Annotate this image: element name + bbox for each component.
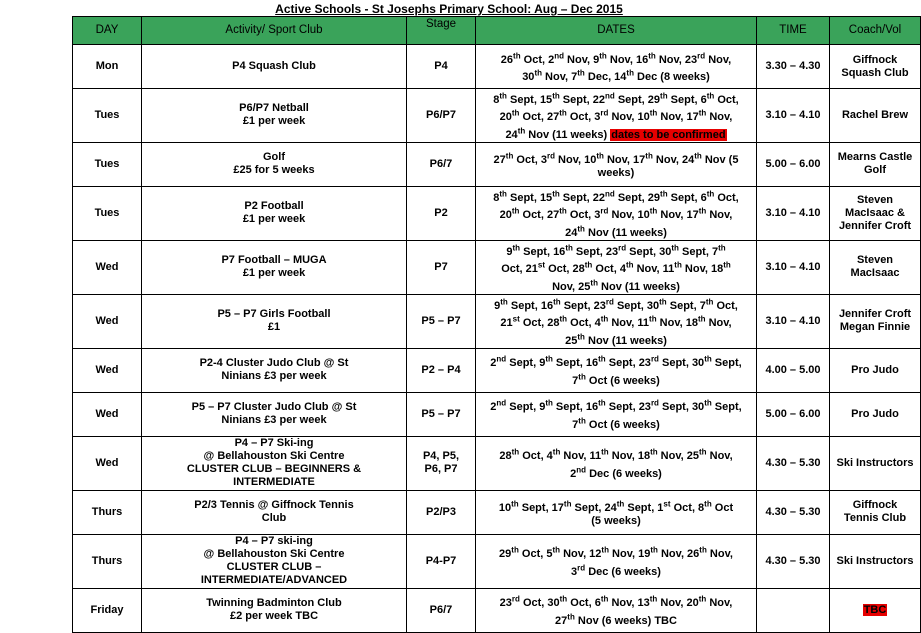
cell-stage: [407, 240, 476, 294]
cell-coach-line: Jennifer Croft: [838, 219, 912, 232]
cell-day-line: Tues: [94, 108, 120, 121]
cell-dates-line: 30th Nov, 7th Dec, 14th Dec (8 weeks): [522, 68, 710, 84]
cell-dates-line: 7th Oct (6 weeks): [572, 372, 660, 388]
header-time: TIME: [757, 17, 830, 45]
cell-time: [757, 534, 830, 588]
cell-dates: [476, 348, 757, 392]
cell-coach: [830, 89, 921, 143]
cell-activity-line: INTERMEDIATE/ADVANCED: [200, 574, 348, 587]
cell-activity: [142, 186, 407, 240]
table-row: [73, 490, 921, 534]
cell-stage-line: P2: [434, 206, 448, 219]
cell-activity: [142, 89, 407, 143]
cell-dates-line: Nov, 25th Nov (11 weeks): [552, 278, 680, 293]
table-row: [73, 392, 921, 436]
cell-coach: [830, 45, 921, 89]
cell-activity: [142, 392, 407, 436]
cell-day-line: Thurs: [91, 554, 123, 567]
cell-stage-line: P4: [434, 60, 448, 72]
cell-coach: [830, 588, 921, 632]
cell-activity-line: Ninians £3 per week: [221, 370, 327, 383]
cell-time: [757, 436, 830, 490]
cell-activity-line: P2-4 Cluster Judo Club @ St: [199, 357, 349, 370]
cell-activity-line: P4 – P7 ski-ing: [235, 535, 313, 548]
table-body: [73, 45, 921, 633]
cell-dates: [476, 436, 757, 490]
cell-activity-line: £1 per week: [242, 213, 306, 226]
cell-time-line: 3.10 – 4.10: [765, 206, 821, 219]
cell-coach-line: Golf: [864, 164, 886, 177]
cell-stage: [407, 142, 476, 186]
cell-coach: [830, 436, 921, 490]
cell-coach-line: Steven: [856, 254, 894, 267]
cell-coach: [830, 294, 921, 348]
cell-time-line: 4.30 – 5.30: [765, 456, 821, 469]
cell-stage-line: P4, P5,: [422, 450, 460, 463]
cell-dates-line: 8th Sept, 15th Sept, 22nd Sept, 29th Sept, 6th Oct,: [493, 188, 739, 204]
cell-dates-line: 25th Nov (11 weeks): [565, 332, 667, 347]
cell-dates-line: 2nd Dec (6 weeks): [570, 465, 662, 481]
cell-activity-line: P2/3 Tennis @ Giffnock Tennis: [194, 499, 354, 512]
cell-day-line: Wed: [95, 407, 119, 420]
cell-activity-line: P5 – P7 Cluster Judo Club @ St: [191, 401, 357, 414]
cell-activity-line: Golf: [263, 151, 285, 164]
cell-dates-line: 24th Nov (11 weeks): [505, 126, 608, 141]
cell-day: [73, 45, 142, 89]
cell-dates-line: 21st Oct, 28th Oct, 4th Nov, 11th Nov, 18th Nov,: [500, 314, 732, 330]
cell-coach-line: Ski Instructors: [836, 554, 914, 567]
cell-stage-line: P6, P7: [424, 463, 458, 476]
cell-time-line: 3.10 – 4.10: [765, 260, 821, 273]
cell-activity: [142, 534, 407, 588]
table-row: [73, 89, 921, 143]
cell-day-line: Wed: [95, 363, 119, 376]
cell-activity-line: P7 Football – MUGA: [221, 254, 327, 267]
cell-coach-line: Giffnock: [852, 499, 898, 512]
header-activity: Activity/ Sport Club: [142, 17, 407, 45]
cell-coach: [830, 490, 921, 534]
cell-dates-line: 2nd Sept, 9th Sept, 16th Sept, 23rd Sept, 30th Sept,: [490, 354, 742, 370]
cell-stage: [407, 89, 476, 143]
cell-dates-line: 24th Nov (11 weeks): [565, 224, 667, 239]
cell-stage: [407, 534, 476, 588]
cell-activity: [142, 588, 407, 632]
cell-stage-line: P2 – P4: [421, 363, 461, 376]
cell-day-line: Wed: [95, 314, 119, 327]
cell-activity-line: @ Bellahouston Ski Centre: [203, 548, 345, 561]
cell-dates-line: 20th Oct, 27th Oct, 3rd Nov, 10th Nov, 17th Nov,: [499, 108, 733, 124]
cell-activity: [142, 240, 407, 294]
cell-day: [73, 348, 142, 392]
cell-stage-line: P7: [434, 260, 448, 273]
cell-activity-line: @ Bellahouston Ski Centre: [203, 450, 345, 463]
cell-stage: [407, 186, 476, 240]
cell-day-line: Friday: [90, 603, 124, 616]
cell-activity-line: £1: [267, 321, 281, 334]
cell-dates-line: 23rd Oct, 30th Oct, 6th Nov, 13th Nov, 20th Nov,: [499, 594, 733, 610]
table-row: [73, 142, 921, 186]
cell-dates: [476, 186, 757, 240]
cell-activity-line: P2 Football: [244, 200, 304, 213]
cell-time-line: 3.30 – 4.30: [765, 60, 821, 72]
cell-day: [73, 240, 142, 294]
cell-coach-line: Megan Finnie: [839, 321, 911, 334]
cell-time-line: 3.10 – 4.10: [765, 314, 821, 327]
cell-coach-line: Mearns Castle: [837, 151, 913, 164]
cell-time: [757, 142, 830, 186]
cell-time: [757, 186, 830, 240]
cell-stage-line: P5 – P7: [421, 314, 461, 327]
cell-day: [73, 490, 142, 534]
cell-stage: [407, 588, 476, 632]
table-row: [73, 45, 921, 89]
cell-coach-line: Tennis Club: [843, 512, 907, 525]
cell-dates-line: 10th Sept, 17th Sept, 24th Sept, 1st Oct, 8th Oct: [498, 499, 734, 514]
cell-dates: [476, 89, 757, 143]
table-row: [73, 186, 921, 240]
cell-dates: [476, 392, 757, 436]
cell-dates-line: 9th Sept, 16th Sept, 23rd Sept, 30th Sept, 7th Oct,: [494, 296, 738, 312]
cell-activity-line: £1 per week: [242, 267, 306, 280]
cell-activity-line: P6/P7 Netball: [239, 102, 309, 115]
cell-day: [73, 89, 142, 143]
cell-time-line: 4.30 – 5.30: [765, 554, 821, 567]
cell-activity-line: £1 per week: [242, 115, 306, 128]
cell-stage: [407, 348, 476, 392]
cell-day-line: Tues: [94, 206, 120, 219]
cell-time: [757, 348, 830, 392]
cell-time: [757, 294, 830, 348]
cell-time: [757, 392, 830, 436]
cell-coach-line: Squash Club: [841, 66, 909, 79]
cell-activity-line: Twinning Badminton Club: [206, 597, 342, 610]
cell-activity-line: P5 – P7 Girls Football: [217, 308, 331, 321]
cell-day: [73, 142, 142, 186]
cell-coach-line: Jennifer Croft: [838, 308, 912, 321]
header-coach: Coach/Vol: [830, 17, 921, 45]
cell-activity: [142, 294, 407, 348]
cell-dates-line: 8th Sept, 15th Sept, 22nd Sept, 29th Sept, 6th Oct,: [493, 91, 739, 106]
cell-dates: [476, 240, 757, 294]
cell-activity-line: CLUSTER CLUB – BEGINNERS &: [186, 463, 362, 476]
cell-stage: [407, 490, 476, 534]
cell-time-line: 3.10 – 4.10: [765, 108, 821, 121]
cell-activity: [142, 490, 407, 534]
cell-stage-line: P5 – P7: [421, 407, 461, 420]
cell-activity: [142, 45, 407, 89]
cell-dates-line: 26th Oct, 2nd Nov, 9th Nov, 16th Nov, 23rd Nov,: [500, 50, 732, 66]
cell-dates-line: 2nd Sept, 9th Sept, 16th Sept, 23rd Sept, 30th Sept,: [490, 398, 742, 414]
cell-stage: [407, 45, 476, 89]
cell-coach-line: Rachel Brew: [841, 108, 909, 121]
activity-schedule-table: [72, 16, 921, 633]
header-row: [73, 17, 921, 45]
cell-coach: [830, 534, 921, 588]
header-stage: Stage: [407, 17, 476, 45]
cell-dates: [476, 294, 757, 348]
cell-coach: [830, 240, 921, 294]
cell-coach-line: Giffnock: [852, 53, 898, 66]
cell-coach-line: Pro Judo: [851, 407, 899, 420]
cell-time-line: 4.30 – 5.30: [765, 505, 821, 518]
cell-activity-line: INTERMEDIATE: [233, 476, 315, 489]
cell-day: [73, 186, 142, 240]
cell-dates-line: (5 weeks): [591, 514, 641, 527]
cell-day: [73, 436, 142, 490]
cell-time-line: 5.00 – 6.00: [765, 157, 821, 170]
cell-coach-line: MacIsaac &: [845, 206, 905, 219]
cell-dates-line: Oct, 21st Oct, 28th Oct, 4th Nov, 11th Nov, 18th: [501, 260, 731, 276]
cell-coach-line: Ski Instructors: [836, 456, 914, 469]
cell-stage: [407, 436, 476, 490]
cell-coach: [830, 348, 921, 392]
cell-time: [757, 45, 830, 89]
cell-day: [73, 534, 142, 588]
cell-day-line: Wed: [95, 260, 119, 273]
cell-activity: [142, 348, 407, 392]
cell-day-line: Thurs: [91, 505, 123, 518]
cell-dates-line: 27th Oct, 3rd Nov, 10th Nov, 17th Nov, 24th Nov (5: [493, 151, 739, 166]
cell-dates-line: weeks): [597, 166, 635, 179]
cell-coach: [830, 186, 921, 240]
cell-day-line: Wed: [95, 456, 119, 469]
cell-stage-line: P6/7: [429, 157, 453, 170]
cell-stage-line: P6/P7: [426, 108, 456, 121]
cell-time: [757, 240, 830, 294]
table-row: [73, 348, 921, 392]
cell-stage: [407, 294, 476, 348]
cell-activity-line: Club: [261, 512, 287, 525]
cell-coach-line: TBC: [863, 603, 887, 616]
cell-activity-line: P4 – P7 Ski-ing: [234, 437, 314, 450]
cell-activity-line: CLUSTER CLUB –: [226, 561, 322, 574]
page-title: Active Schools - St Josephs Primary School: Aug – Dec 2015: [275, 2, 623, 16]
header-dates: DATES: [476, 17, 757, 45]
table-row: [73, 240, 921, 294]
cell-stage-line: P6/7: [429, 603, 453, 616]
cell-coach: [830, 142, 921, 186]
cell-coach-line: Steven: [856, 193, 894, 206]
cell-day-line: Mon: [95, 60, 119, 72]
cell-coach: [830, 392, 921, 436]
cell-coach-line: MacIsaac: [850, 267, 900, 280]
cell-stage: [407, 392, 476, 436]
cell-dates-line: 3rd Dec (6 weeks): [571, 563, 661, 579]
cell-dates: [476, 45, 757, 89]
header-day: DAY: [73, 17, 142, 45]
cell-activity-line: Ninians £3 per week: [221, 414, 327, 427]
cell-time: [757, 490, 830, 534]
cell-dates: [476, 588, 757, 632]
table-row: [73, 588, 921, 632]
cell-stage-line: P4-P7: [425, 554, 457, 567]
cell-dates-line: 27th Nov (6 weeks) TBC: [555, 612, 677, 628]
cell-dates-line: 9th Sept, 16th Sept, 23rd Sept, 30th Sept, 7th: [506, 242, 726, 258]
cell-day: [73, 294, 142, 348]
cell-time: [757, 89, 830, 143]
cell-activity-line: £2 per week TBC: [229, 610, 319, 623]
dates-to-be-confirmed-note: dates to be confirmed: [611, 128, 726, 141]
cell-activity: [142, 436, 407, 490]
cell-coach-line: Pro Judo: [851, 363, 899, 376]
cell-time: [757, 588, 830, 632]
table-row: [73, 436, 921, 490]
cell-activity-line: £25 for 5 weeks: [233, 164, 315, 177]
cell-time-line: 5.00 – 6.00: [765, 407, 821, 420]
cell-dates: [476, 142, 757, 186]
cell-dates: [476, 534, 757, 588]
cell-day: [73, 392, 142, 436]
cell-dates: [476, 490, 757, 534]
cell-stage-line: P2/P3: [426, 505, 456, 518]
cell-dates-line: 7th Oct (6 weeks): [572, 416, 660, 432]
cell-dates-line: 28th Oct, 4th Nov, 11th Nov, 18th Nov, 25th Nov,: [499, 447, 733, 463]
cell-dates-line: 20th Oct, 27th Oct, 3rd Nov, 10th Nov, 17th Nov,: [499, 206, 733, 222]
table-row: [73, 294, 921, 348]
cell-dates-line: 29th Oct, 5th Nov, 12th Nov, 19th Nov, 26th Nov,: [499, 545, 733, 561]
cell-day: [73, 588, 142, 632]
table-row: [73, 534, 921, 588]
cell-activity: [142, 142, 407, 186]
cell-activity-line: P4 Squash Club: [232, 60, 316, 72]
cell-day-line: Tues: [94, 157, 120, 170]
cell-time-line: 4.00 – 5.00: [765, 363, 821, 376]
